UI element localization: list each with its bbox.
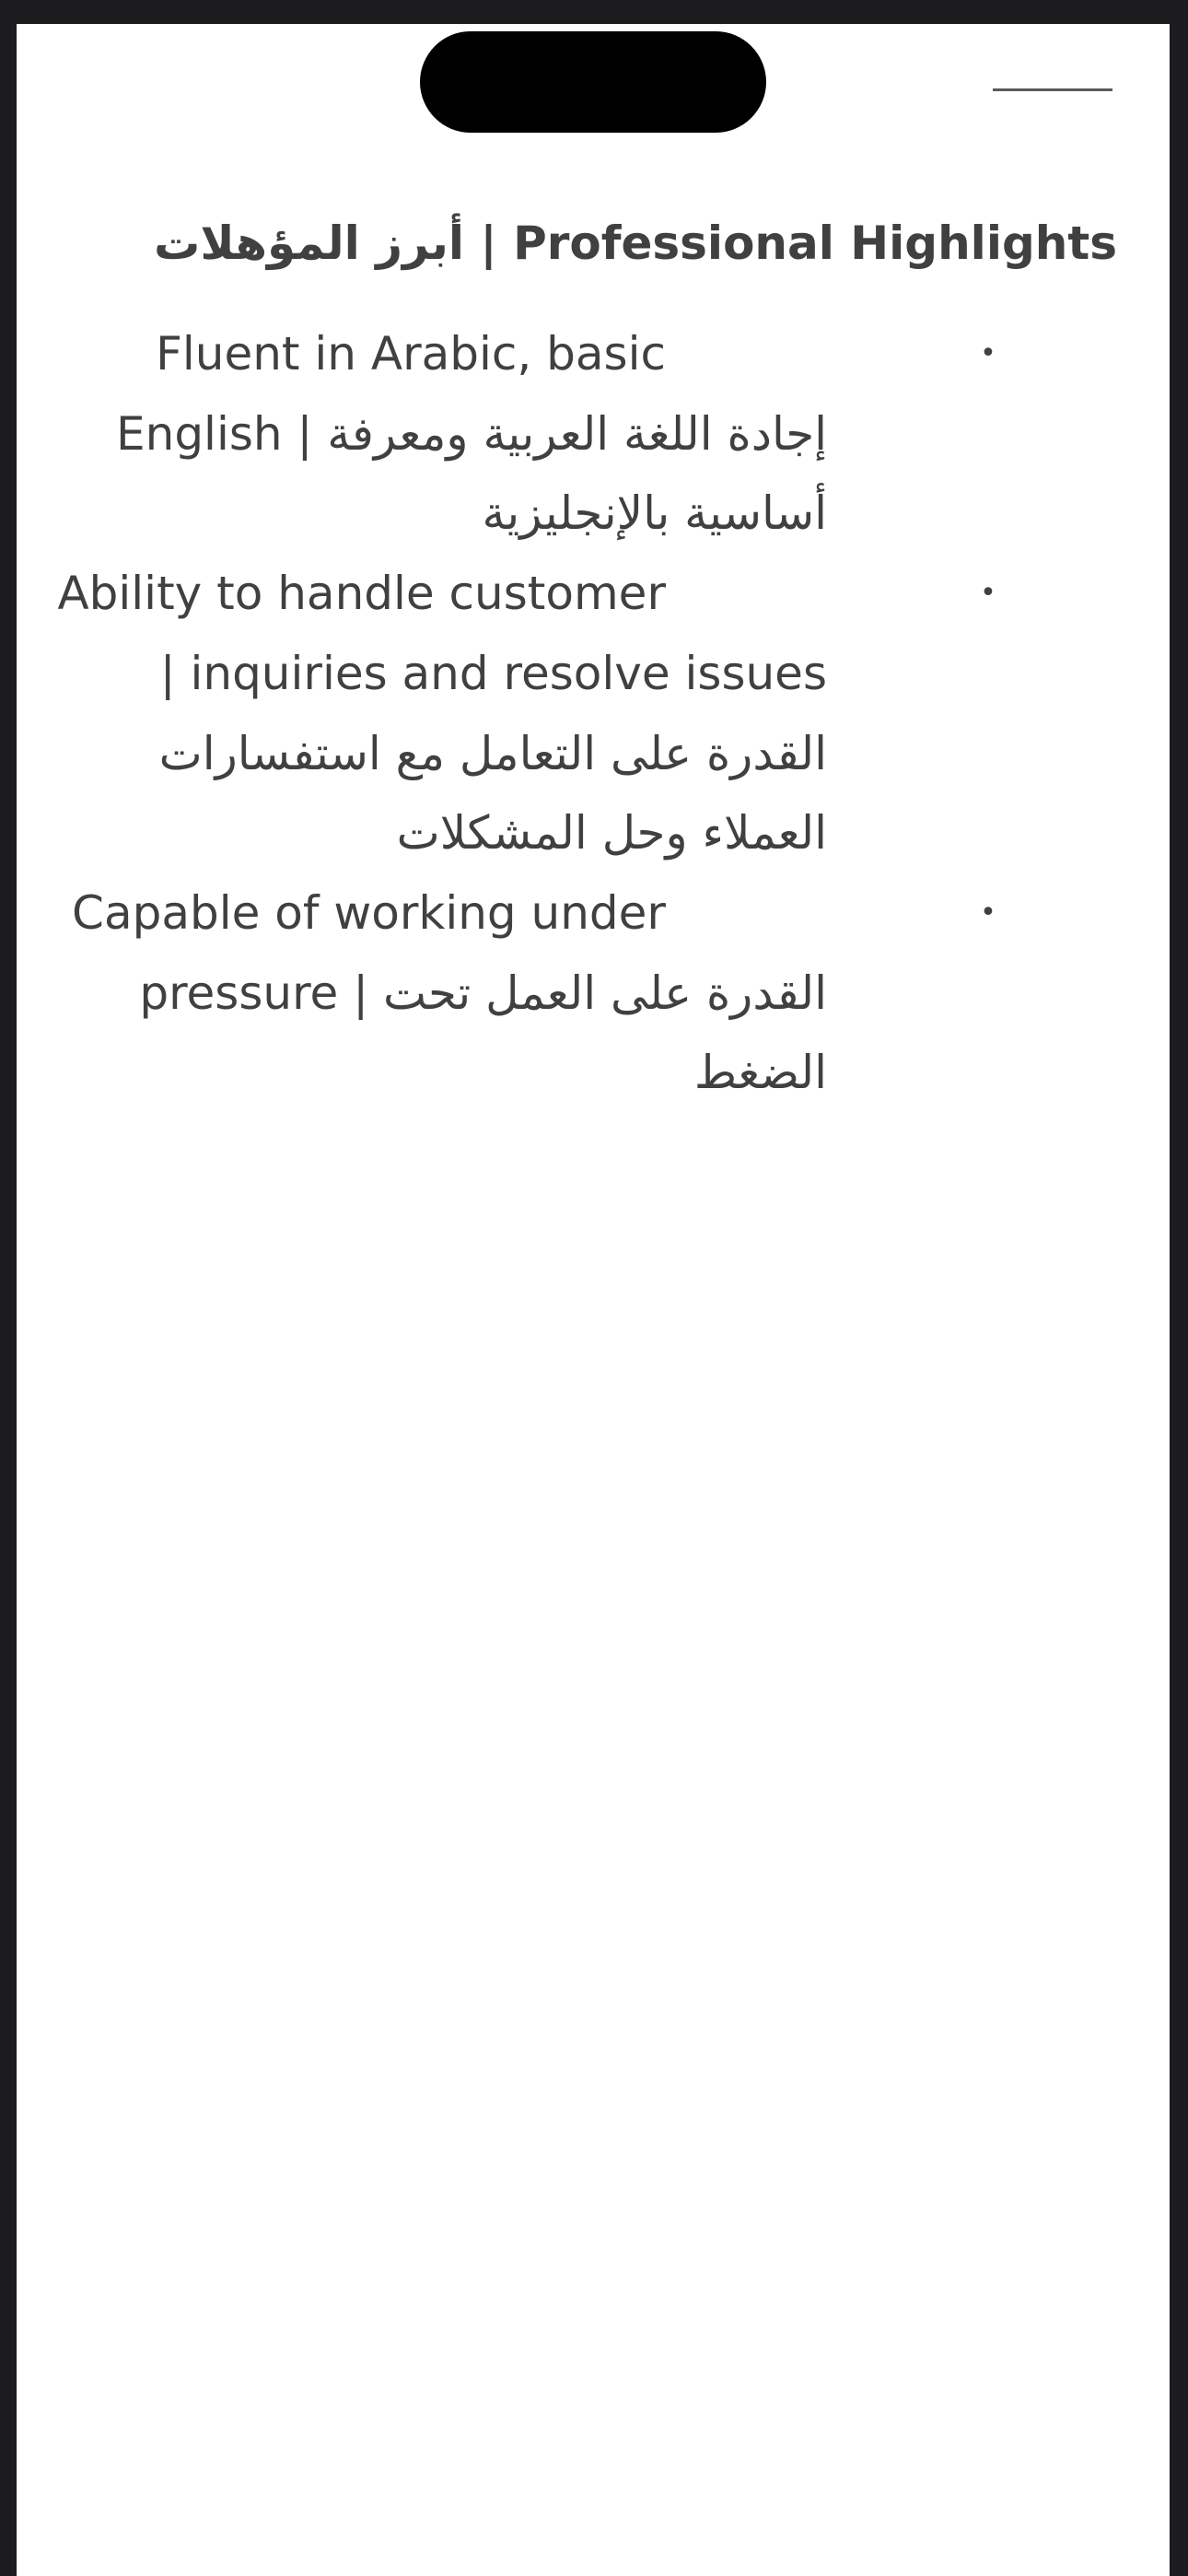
list-item bbox=[35, 873, 996, 1113]
screen bbox=[17, 24, 1170, 2576]
highlight-line: Capable of working under bbox=[72, 885, 666, 940]
highlights-list bbox=[35, 314, 996, 1113]
list-item bbox=[35, 554, 996, 873]
list-item bbox=[35, 314, 996, 554]
highlight-line: أساسية بالإنجليزية bbox=[482, 486, 827, 541]
highlight-line: القدرة على التعامل مع استفسارات bbox=[158, 726, 827, 780]
highlight-line: pressure | القدرة على العمل تحت bbox=[139, 966, 827, 1020]
highlight-line: الضغط bbox=[693, 1046, 827, 1100]
highlight-line: Fluent in Arabic, basic bbox=[156, 327, 666, 381]
highlight-line: Ability to handle customer bbox=[57, 567, 666, 621]
bullet-icon: • bbox=[980, 896, 996, 929]
highlight-line: | inquiries and resolve issues bbox=[159, 646, 827, 700]
highlight-line: English | إجادة اللغة العربية ومعرفة bbox=[116, 406, 827, 461]
section-title: أبرز المؤهلات | Professional Highlights bbox=[154, 217, 1117, 270]
highlight-line: العملاء وحل المشكلات bbox=[396, 806, 827, 861]
page-content bbox=[17, 24, 1170, 1130]
bullet-icon: • bbox=[980, 337, 996, 369]
bullet-icon: • bbox=[980, 577, 996, 610]
